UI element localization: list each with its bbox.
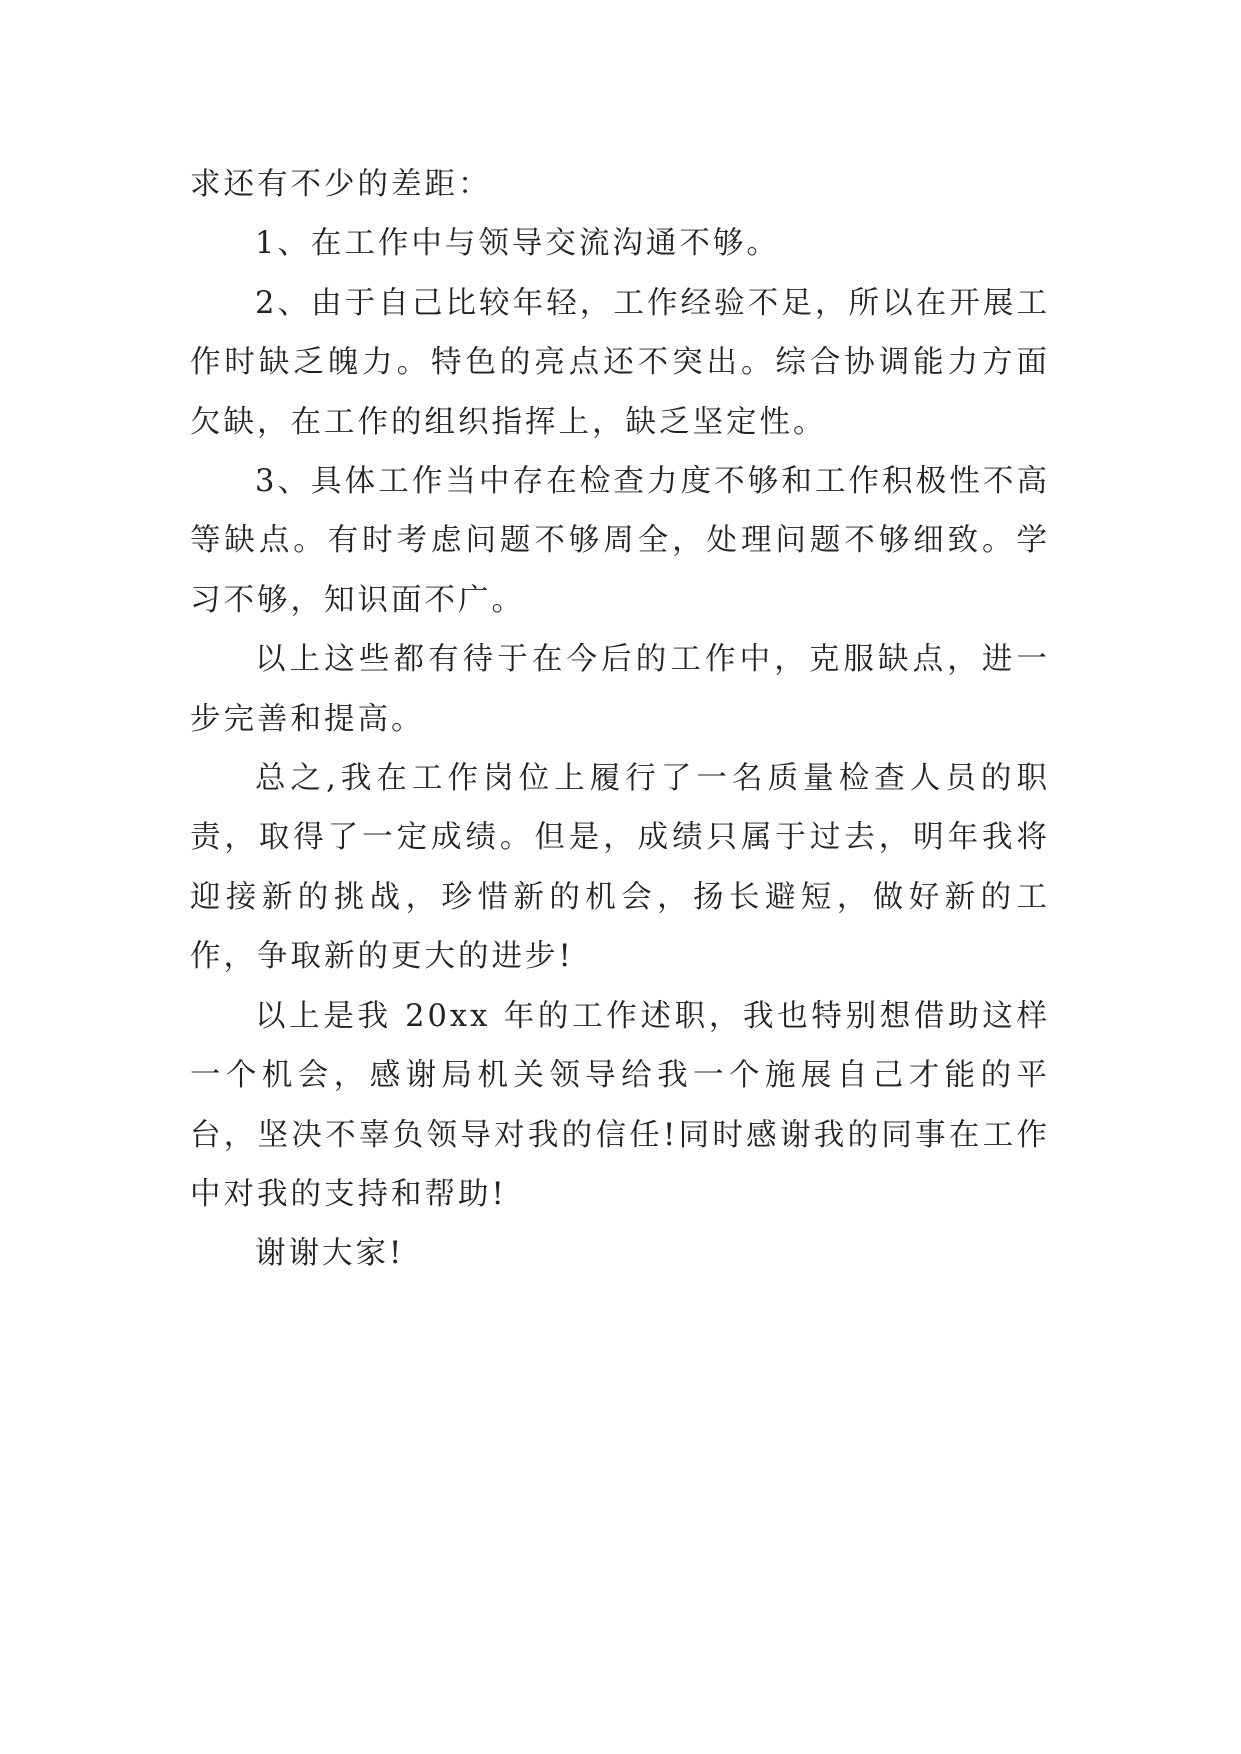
document-body	[190, 155, 1050, 1284]
paragraph-item-3: 3、具体工作当中存在检查力度不够和工作积极性不高等缺点。有时考虑问题不够周全，处理问题不够细致。学习不够，知识面不广。	[190, 464, 1050, 618]
paragraph-continuation: 求还有不少的差距：	[190, 167, 492, 202]
paragraph-item-1: 1、在工作中与领导交流沟通不够。	[255, 226, 780, 262]
paragraph-closing: 谢谢大家!	[255, 1236, 405, 1272]
paragraph-improvement: 以上这些都有待于在今后的工作中，克服缺点，进一步完善和提高。	[190, 642, 1050, 737]
paragraph-summary: 总之,我在工作岗位上履行了一名质量检查人员的职责，取得了一定成绩。但是，成绩只属于过去，明年我将迎接新的挑战，珍惜新的机会，扬长避短，做好新的工作，争取新的更大的进步!	[190, 761, 1050, 975]
paragraph-thanks-colleagues: 以上是我 20xx 年的工作述职，我也特别想借助这样一个机会，感谢局机关领导给我一个施展自己才能的平台，坚决不辜负领导对我的信任!同时感谢我的同事在工作中对我的支持和帮助!	[190, 998, 1050, 1212]
paragraph-item-2: 2、由于自己比较年轻，工作经验不足，所以在开展工作时缺乏魄力。特色的亮点还不突出。综合协调能力方面欠缺，在工作的组织指挥上，缺乏坚定性。	[190, 285, 1050, 440]
